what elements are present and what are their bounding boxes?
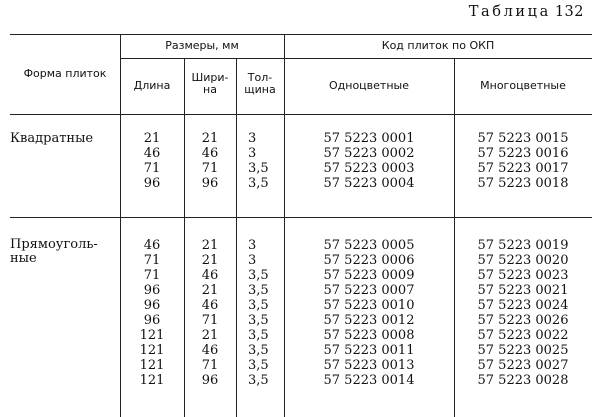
cell-code-multi: 57 5223 0019 (477, 238, 569, 253)
cell-width: 71 (201, 358, 219, 373)
header-thickness-line1: Тол- (247, 71, 273, 84)
cell-width: 21 (201, 253, 219, 268)
cell-length: 21 (143, 131, 161, 146)
cell-code-single: 57 5223 0005 (323, 238, 415, 253)
table-row (10, 131, 592, 146)
cell-code-multi: 57 5223 0025 (477, 343, 569, 358)
header-length: Длина (133, 79, 171, 92)
cell-width: 46 (201, 298, 219, 313)
cell-code-multi: 57 5223 0024 (477, 298, 569, 313)
table-top-rule (10, 34, 592, 35)
cell-code-single: 57 5223 0006 (323, 253, 415, 268)
cell-code-single: 57 5223 0013 (323, 358, 415, 373)
cell-code-single: 57 5223 0003 (323, 161, 415, 176)
table-row (10, 283, 592, 298)
cell-code-single: 57 5223 0002 (323, 146, 415, 161)
cell-thickness: 3,5 (248, 373, 269, 388)
header-thickness-line2: щина (244, 83, 276, 96)
cell-code-multi: 57 5223 0020 (477, 253, 569, 268)
table-row (10, 373, 592, 388)
caption-number: 132 (554, 4, 584, 20)
cell-code-multi: 57 5223 0022 (477, 328, 569, 343)
table-caption (469, 4, 584, 20)
cell-width: 21 (201, 328, 219, 343)
cell-code-single: 57 5223 0012 (323, 313, 415, 328)
cell-code-multi: 57 5223 0018 (477, 176, 569, 191)
cell-code-multi: 57 5223 0026 (477, 313, 569, 328)
table-row (10, 176, 592, 191)
cell-length: 96 (143, 313, 161, 328)
cell-code-multi: 57 5223 0016 (477, 146, 569, 161)
cell-length: 96 (143, 298, 161, 313)
cell-width: 21 (201, 238, 219, 253)
cell-code-single: 57 5223 0008 (323, 328, 415, 343)
cell-length: 71 (143, 268, 161, 283)
table-row (10, 238, 592, 253)
cell-thickness: 3 (248, 253, 257, 268)
cell-thickness: 3 (248, 238, 257, 253)
sizes-subheader-rule (120, 58, 284, 59)
section-divider-rule (10, 217, 592, 218)
header-width (184, 72, 236, 96)
cell-width: 96 (201, 176, 219, 191)
header-multi: Многоцветные (480, 79, 566, 92)
header-form: Форма плиток (23, 67, 107, 80)
cell-thickness: 3 (248, 131, 257, 146)
cell-width: 46 (201, 146, 219, 161)
cell-width: 96 (201, 373, 219, 388)
cell-length: 121 (139, 343, 165, 358)
cell-code-multi: 57 5223 0015 (477, 131, 569, 146)
table-row (10, 298, 592, 313)
cell-thickness: 3 (248, 146, 257, 161)
table-row (10, 146, 592, 161)
cell-length: 46 (143, 238, 161, 253)
section-label-rect-line2: ные (10, 251, 37, 266)
section-label-square-line1: Квадратные (10, 131, 94, 146)
cell-length: 121 (139, 328, 165, 343)
cell-code-multi: 57 5223 0028 (477, 373, 569, 388)
header-width-line2: на (203, 83, 217, 96)
cell-code-multi: 57 5223 0027 (477, 358, 569, 373)
cell-width: 71 (201, 313, 219, 328)
cell-length: 121 (139, 373, 165, 388)
table-row (10, 328, 592, 343)
cell-width: 21 (201, 131, 219, 146)
cell-code-multi: 57 5223 0023 (477, 268, 569, 283)
cell-thickness: 3,5 (248, 313, 269, 328)
header-thickness (236, 72, 284, 96)
cell-width: 21 (201, 283, 219, 298)
table-row (10, 343, 592, 358)
cell-width: 71 (201, 161, 219, 176)
cell-length: 121 (139, 358, 165, 373)
cell-length: 96 (143, 176, 161, 191)
cell-code-multi: 57 5223 0021 (477, 283, 569, 298)
table-row (10, 161, 592, 176)
cell-thickness: 3,5 (248, 283, 269, 298)
codes-subheader-rule (284, 58, 592, 59)
cell-code-single: 57 5223 0001 (323, 131, 415, 146)
header-width-line1: Шири- (191, 71, 229, 84)
cell-code-single: 57 5223 0011 (323, 343, 415, 358)
table-row (10, 313, 592, 328)
cell-thickness: 3,5 (248, 328, 269, 343)
cell-length: 71 (143, 161, 161, 176)
cell-width: 46 (201, 343, 219, 358)
header-sizes: Размеры, мм (165, 39, 239, 52)
section-label-rect-line1: Прямоуголь- (10, 237, 98, 252)
header-bottom-rule (10, 114, 592, 115)
cell-thickness: 3,5 (248, 176, 269, 191)
cell-code-single: 57 5223 0009 (323, 268, 415, 283)
cell-thickness: 3,5 (248, 358, 269, 373)
caption-word: Таблица (468, 4, 551, 20)
cell-length: 46 (143, 146, 161, 161)
cell-thickness: 3,5 (248, 161, 269, 176)
cell-code-single: 57 5223 0004 (323, 176, 415, 191)
cell-code-single: 57 5223 0010 (323, 298, 415, 313)
table-row (10, 268, 592, 283)
cell-thickness: 3,5 (248, 298, 269, 313)
cell-code-multi: 57 5223 0017 (477, 161, 569, 176)
cell-code-single: 57 5223 0007 (323, 283, 415, 298)
cell-thickness: 3,5 (248, 343, 269, 358)
cell-length: 71 (143, 253, 161, 268)
cell-thickness: 3,5 (248, 268, 269, 283)
header-single: Одноцветные (329, 79, 409, 92)
cell-width: 46 (201, 268, 219, 283)
cell-code-single: 57 5223 0014 (323, 373, 415, 388)
table-row (10, 253, 592, 268)
table-row (10, 358, 592, 373)
header-codes: Код плиток по ОКП (381, 39, 495, 52)
cell-length: 96 (143, 283, 161, 298)
